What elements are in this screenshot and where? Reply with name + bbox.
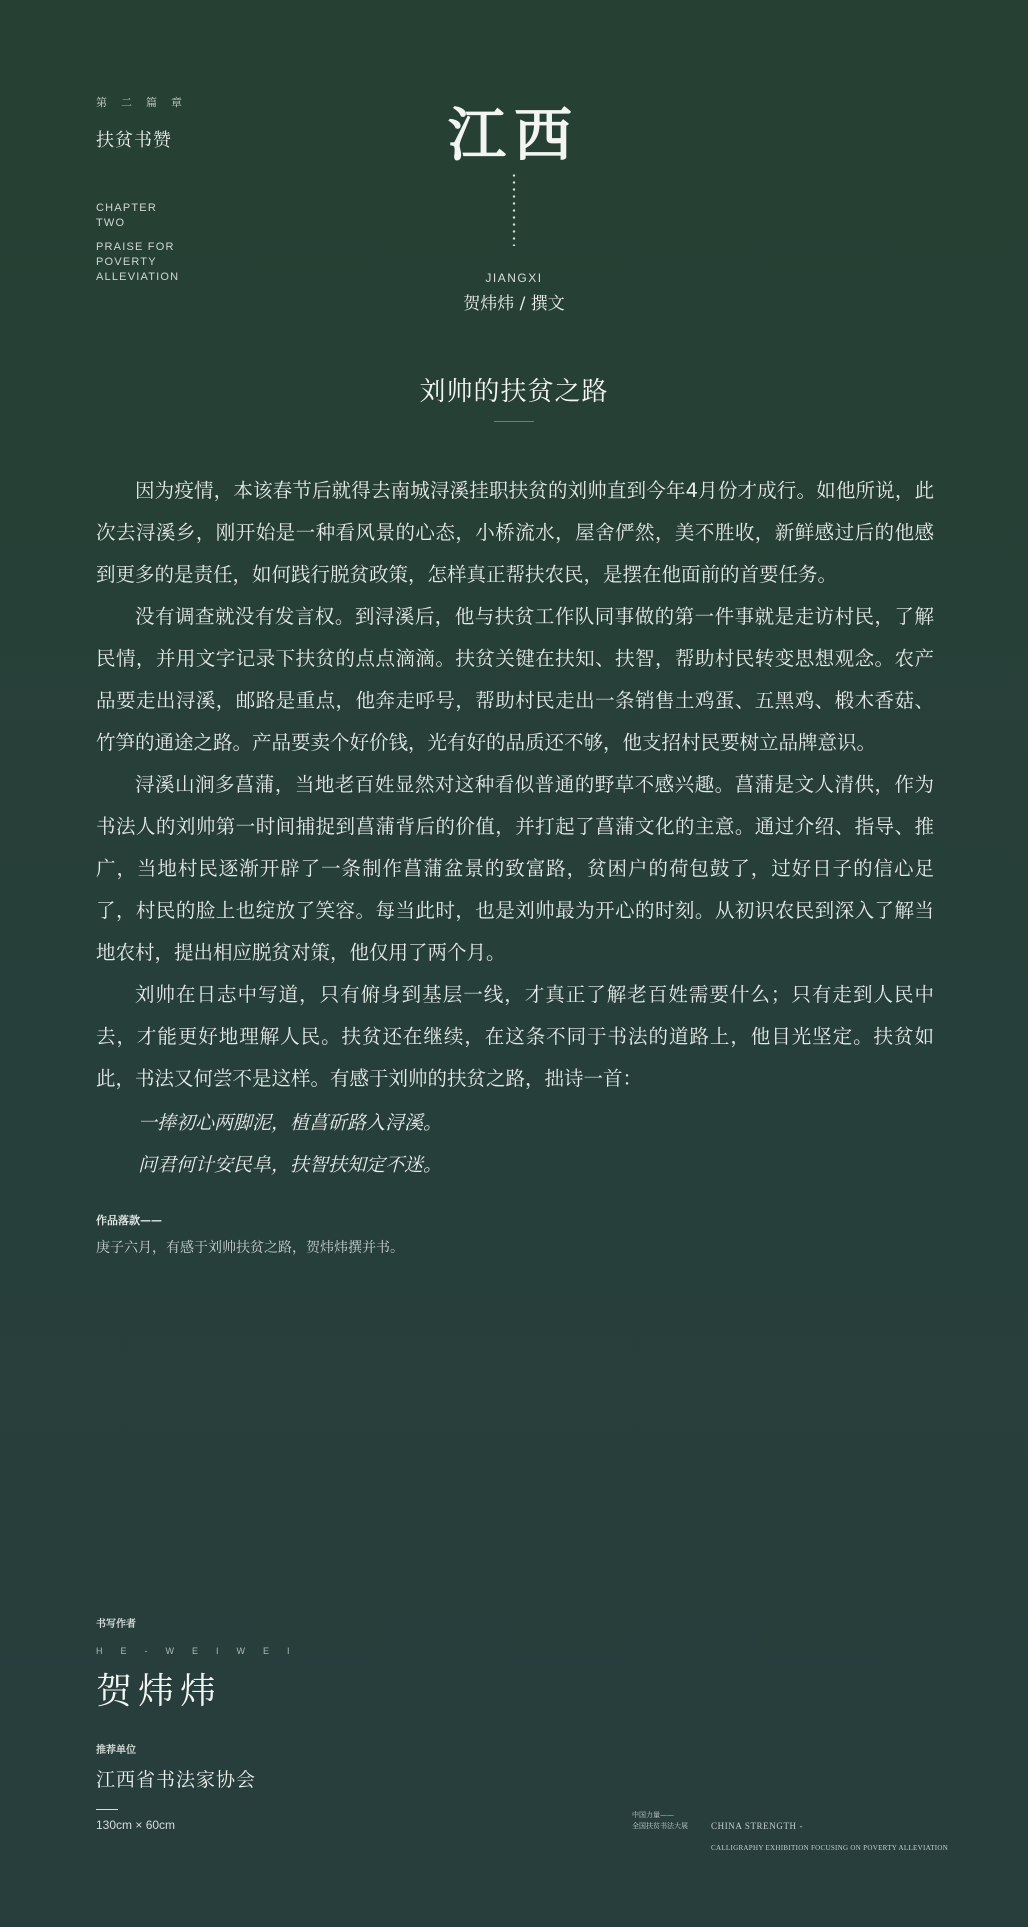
article-paragraph: 因为疫情，本该春节后就得去南城浔溪挂职扶贫的刘帅直到今年4月份才成行。如他所说，此次去浔溪乡，刚开始是一种看风景的心态，小桥流水，屋舍俨然，美不胜收，新鲜感过后的他感到更多的是责任，如何践行脱贫政策，怎样真正帮扶农民，是摆在他面前的首要任务。 xyxy=(96,479,934,586)
article-paragraph: 没有调查就没有发言权。到浔溪后，他与扶贫工作队同事做的第一件事就是走访村民，了解民情，并用文字记录下扶贫的点点滴滴。扶贫关键在扶知、扶智，帮助村民转变思想观念。农产品要走出浔溪，邮路是重点，他奔走呼号，帮助村民走出一条销售土鸡蛋、五黑鸡、椴木香菇、竹笋的通途之路。产品要卖个好价钱，光有好的品质还不够，他支招村民要树立品牌意识。 xyxy=(96,605,934,754)
article-title: 刘帅的扶贫之路 xyxy=(419,377,609,407)
author-label: 书写作者 xyxy=(96,1619,136,1630)
chapter-title-en: PRAISE FOR POVERTY ALLEVIATION xyxy=(96,241,180,283)
author-name: 贺炜炜 xyxy=(96,1671,223,1712)
footer-logo-zh: 中国力量—— 全国扶贫书法大展 xyxy=(632,1811,688,1830)
title-divider xyxy=(494,421,534,422)
inscription-label: 作品落款—— xyxy=(96,1214,162,1227)
work-dimensions: 130cm × 60cm xyxy=(96,1818,176,1832)
poem-line: 一捧初心两脚泥，植菖斫路入浔溪。 xyxy=(138,1112,443,1134)
recommender-label: 推荐单位 xyxy=(96,1745,136,1756)
chapter-number-en: CHAPTER TWO xyxy=(96,202,157,229)
dotted-divider xyxy=(512,172,516,246)
footer-logo-en xyxy=(711,1810,948,1865)
inscription-text: 庚子六月，有感于刘帅扶贫之路，贺炜炜撰并书。 xyxy=(96,1240,404,1256)
province-title-en: JIANGXI xyxy=(485,271,543,285)
recommender-name: 江西省书法家协会 xyxy=(96,1769,257,1791)
article-paragraph: 浔溪山涧多菖蒲，当地老百姓显然对这种看似普通的野草不感兴趣。菖蒲是文人清供，作为书法人的刘帅第一时间捕捉到菖蒲背后的价值，并打起了菖蒲文化的主意。通过介绍、指导、推广，当地村民逐渐开辟了一条制作菖蒲盆景的致富路，贫困户的荷包鼓了，过好日子的信心足了，村民的脸上也绽放了笑容。每当此时，也是刘帅最为开心的时刻。从初识农民到深入了解当地农村，提出相应脱贫对策，他仅用了两个月。 xyxy=(96,773,934,964)
footer-en-subtitle: CALLIGRAPHY EXHIBITION FOCUSING ON POVERTY ALLEVIATION xyxy=(711,1844,949,1852)
poem xyxy=(96,1102,934,1186)
footer-en-title: CHINA STRENGTH - xyxy=(711,1821,804,1831)
poem-line: 问君何计安民阜，扶智扶知定不迷。 xyxy=(138,1154,443,1176)
article-body xyxy=(96,470,934,1186)
province-title: 江西 xyxy=(447,101,580,169)
author-byline: 贺炜炜 / 撰文 xyxy=(463,294,565,314)
dimensions-divider xyxy=(96,1809,118,1810)
chapter-title: 扶贫书赞 xyxy=(96,130,172,151)
article-paragraph: 刘帅在日志中写道，只有俯身到基层一线，才真正了解老百姓需要什么；只有走到人民中去，才能更好地理解人民。扶贫还在继续，在这条不同于书法的道路上，他目光坚定。扶贫如此，书法又何尝不是这样。有感于刘帅的扶贫之路，拙诗一首： xyxy=(96,983,934,1090)
chapter-number-label: 第二篇章 xyxy=(96,96,196,109)
author-pinyin: HE-WEIWEI xyxy=(96,1646,308,1656)
